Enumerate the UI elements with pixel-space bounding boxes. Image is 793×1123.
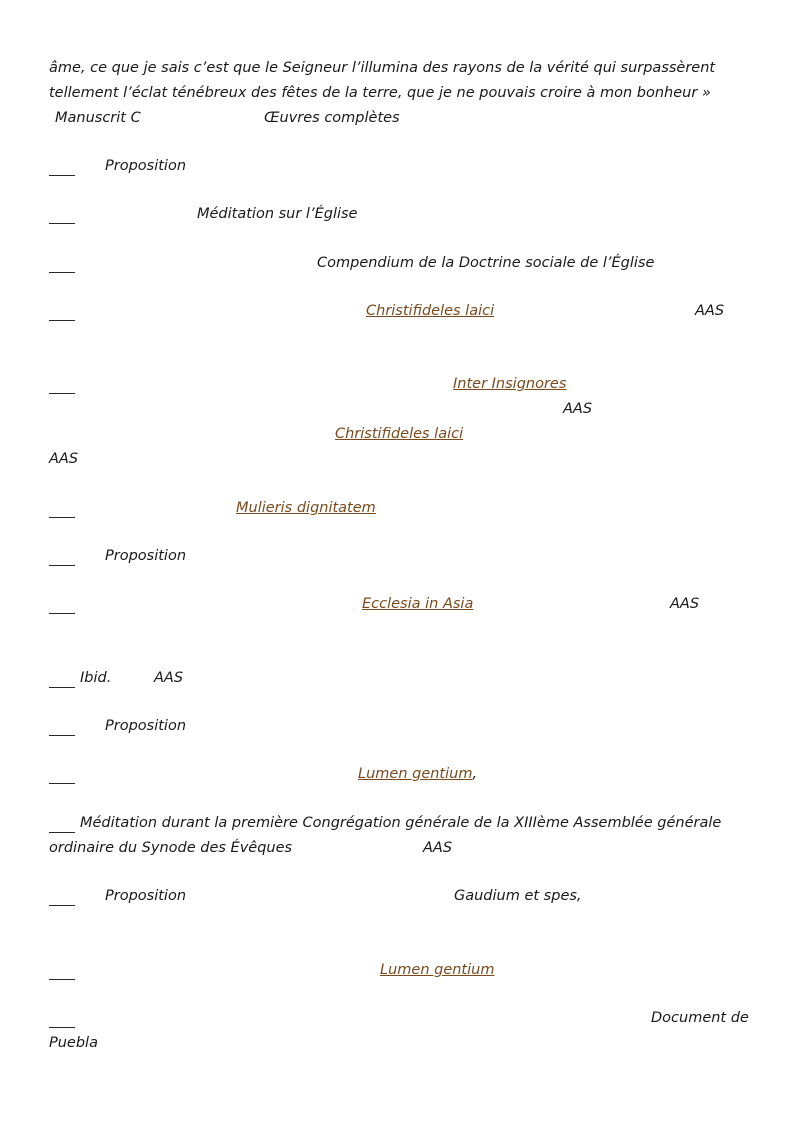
- footnote-15-document-de: Document de: [651, 1010, 749, 1026]
- source-manuscript: Manuscrit C: [55, 110, 141, 126]
- footnote-marker: [49, 320, 75, 321]
- footnote-marker: [49, 272, 75, 273]
- footnote-1-proposition: Proposition: [105, 158, 187, 174]
- link-lumen-gentium[interactable]: Lumen gentium: [358, 766, 473, 782]
- footnote-5-aas1: AAS: [563, 401, 593, 417]
- link-inter-insignores[interactable]: Inter Insignores: [453, 376, 567, 392]
- footnote-12: [49, 814, 721, 833]
- footnote-11: [49, 765, 80, 784]
- footnote-3-title: Compendium de la Doctrine sociale de l’Église: [317, 255, 655, 271]
- footnote-5: [49, 375, 80, 394]
- footnote-marker: [49, 223, 75, 224]
- intro-line-2: tellement l’éclat ténébreux des fêtes de la terre, que je ne pouvais croire à mon bonheur »: [49, 85, 711, 101]
- footnote-5-aas2: AAS: [49, 451, 79, 467]
- link-lumen-gentium[interactable]: Lumen gentium: [380, 962, 495, 978]
- footnote-5-link2-wrap: [335, 425, 463, 443]
- footnote-marker: [49, 687, 75, 688]
- footnote-6: [49, 499, 80, 518]
- footnote-12-line-1: Méditation durant la première Congrégation générale de la XIIIème Assemblée générale: [80, 815, 722, 831]
- footnote-1: [49, 157, 80, 176]
- footnote-8-aas: AAS: [670, 596, 700, 612]
- footnote-12-aas: AAS: [423, 840, 453, 856]
- link-mulieris-dignitatem[interactable]: Mulieris dignitatem: [236, 500, 376, 516]
- footnote-marker: [49, 905, 75, 906]
- footnote-marker: [49, 735, 75, 736]
- footnote-14-link-wrap: [380, 961, 494, 979]
- intro-line-1: âme, ce que je sais c’est que le Seigneur l’illumina des rayons de la vérité qui surpassèrent: [49, 60, 716, 76]
- footnote-15: [49, 1009, 80, 1028]
- footnote-7: [49, 547, 80, 566]
- footnote-3: [49, 254, 80, 273]
- footnote-13-proposition: Proposition: [105, 888, 187, 904]
- footnote-marker: [49, 832, 75, 833]
- footnote-9: [49, 669, 111, 688]
- footnote-marker: [49, 565, 75, 566]
- source-works: Œuvres complètes: [264, 110, 400, 126]
- footnote-marker: [49, 979, 75, 980]
- footnote-8: [49, 595, 80, 614]
- footnote-11-link-wrap: [358, 765, 477, 783]
- footnote-4-aas: AAS: [695, 303, 725, 319]
- footnote-10-proposition: Proposition: [105, 718, 187, 734]
- footnote-4-link-wrap: [366, 302, 494, 320]
- footnote-marker: [49, 393, 75, 394]
- footnote-2: [49, 205, 80, 224]
- link-ecclesia-in-asia[interactable]: Ecclesia in Asia: [362, 596, 474, 612]
- footnote-7-proposition: Proposition: [105, 548, 187, 564]
- footnote-13-gaudium-et-spes: Gaudium et spes,: [454, 888, 582, 904]
- link-christifideles-laici[interactable]: Christifideles laici: [366, 303, 495, 319]
- footnote-marker: [49, 1027, 75, 1028]
- footnote-14: [49, 961, 80, 980]
- footnote-10: [49, 717, 80, 736]
- footnote-11-comma: ,: [472, 766, 478, 782]
- link-christifideles-laici[interactable]: Christifideles laici: [335, 426, 464, 442]
- footnote-6-link-wrap: [236, 499, 376, 517]
- footnote-2-title: Méditation sur l’Église: [197, 206, 358, 222]
- footnote-13: [49, 887, 80, 906]
- footnote-marker: [49, 783, 75, 784]
- footnote-12-line-2: ordinaire du Synode des Évêques: [49, 840, 293, 856]
- footnote-8-link-wrap: [362, 595, 473, 613]
- footnote-9-ibid: Ibid.: [80, 670, 112, 686]
- footnote-15-puebla: Puebla: [49, 1035, 98, 1051]
- footnote-4: [49, 302, 80, 321]
- footnote-marker: [49, 613, 75, 614]
- footnote-9-aas: AAS: [154, 670, 184, 686]
- footnote-5-link1-wrap: [453, 375, 566, 393]
- footnote-marker: [49, 517, 75, 518]
- footnote-marker: [49, 175, 75, 176]
